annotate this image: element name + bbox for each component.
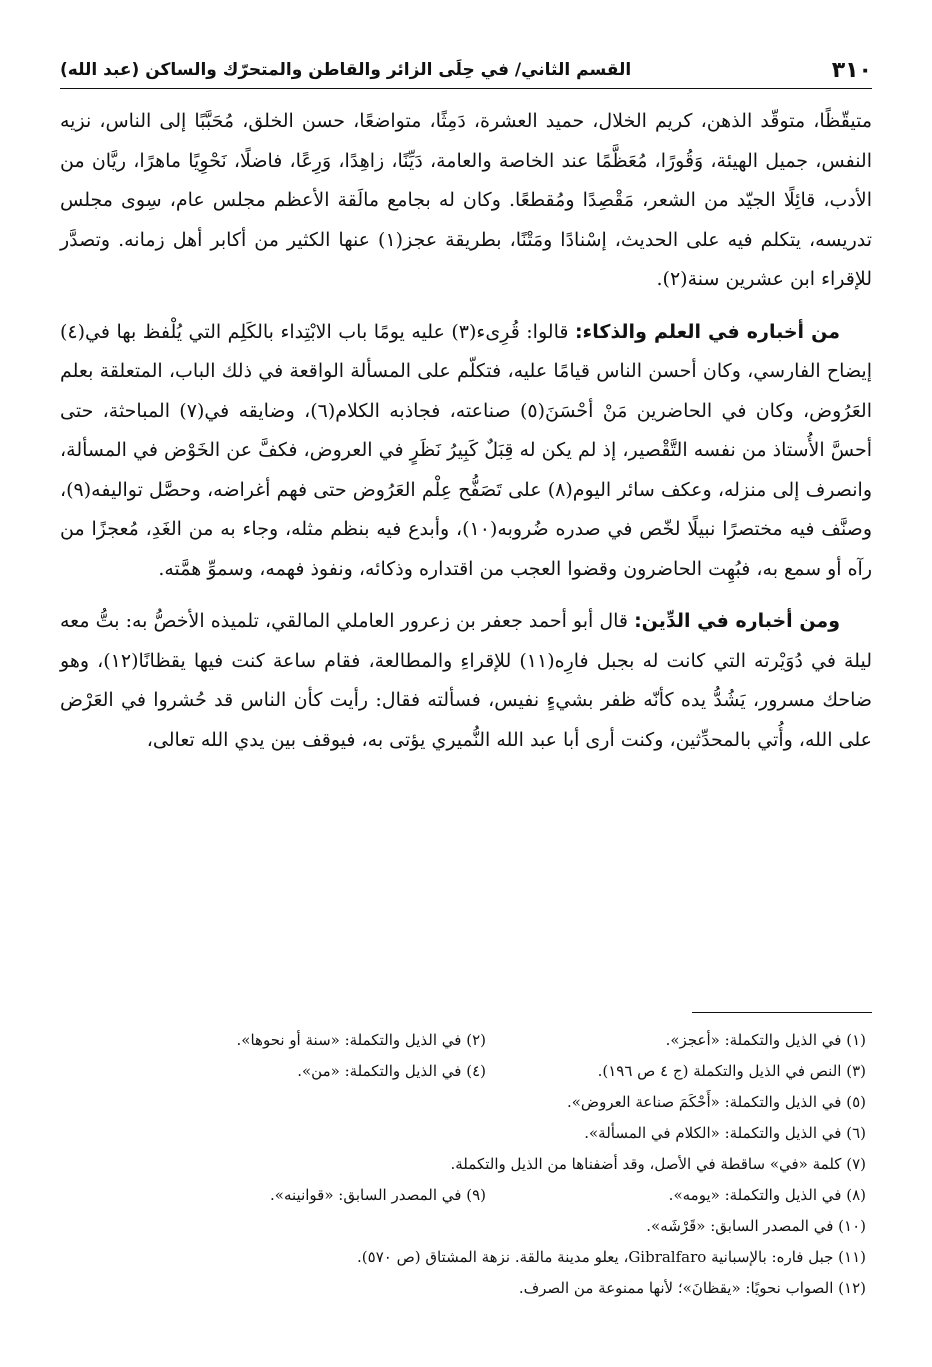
page-header bbox=[60, 52, 872, 89]
footnote-row bbox=[60, 1273, 866, 1304]
paragraph-1-text: متيقّظًا، متوقّد الذهن، كريم الخلال، حميد العشرة، دَمِثًا، متواضعًا، حسن الخلق، مُحَبَّبًا إلى الناس، نزيه النفس، جميل الهيئة، وَقُورًا، مُعَظَّمًا عند الخاصة والعامة، دَيِّنًا، زاهِدًا، وَرِعًا، فاضلًا، نَحْوِيًا ماهرًا، ريَّان من الأدب، قائِلًا الجيّد من الشعر، مَقْصِدًا ومُقطعًا. وكان له بجامع مالَقة الأعظم مجلس عام، سِوى مجلس تدريسه، يتكلم فيه على الحديث، إسْنادًا ومَتْنًا، بطريقة عجز(١) عنها الكثير من أكابر أهل زمانه. وتصدَّر للإقراء ابن عشرين سنة(٢). bbox=[60, 110, 873, 290]
footnote-8: (٨) في الذيل والتكملة: «يومه». bbox=[668, 1186, 866, 1204]
footnote-separator bbox=[692, 1012, 872, 1013]
running-head: القسم الثاني/ في حِلَى الزائر والقاطن والمتحرّك والساكن (عبد الله) bbox=[60, 60, 632, 80]
footnote-row bbox=[60, 1180, 866, 1211]
body-text bbox=[60, 102, 872, 760]
footnotes bbox=[60, 1025, 866, 1304]
footnote-6: (٦) في الذيل والتكملة: «الكلام في المسألة». bbox=[584, 1124, 866, 1142]
paragraph-2 bbox=[60, 313, 872, 590]
footnote-2: (٢) في الذيل والتكملة: «سنة أو نحوها». bbox=[236, 1031, 486, 1049]
footnote-7: (٧) كلمة «في» ساقطة في الأصل، وقد أضفناها من الذيل والتكملة. bbox=[450, 1155, 866, 1173]
paragraph-1 bbox=[60, 102, 872, 300]
paragraph-3-heading: ومن أخباره في الدِّين: bbox=[634, 610, 840, 632]
footnote-3: (٣) النص في الذيل والتكملة (ج ٤ ص ١٩٦). bbox=[597, 1062, 866, 1080]
footnote-12: (١٢) الصواب نحويًا: «يقظانَ»؛ لأنها ممنوعة من الصرف. bbox=[518, 1279, 866, 1297]
paragraph-2-heading: من أخباره في العلم والذكاء: bbox=[574, 320, 840, 343]
footnote-10: (١٠) في المصدر السابق: «قَرْشَه». bbox=[646, 1217, 866, 1235]
footnote-4: (٤) في الذيل والتكملة: «من». bbox=[297, 1062, 486, 1080]
footnote-row bbox=[60, 1118, 866, 1149]
paragraph-3 bbox=[60, 602, 872, 760]
footnote-1: (١) في الذيل والتكملة: «أعجز». bbox=[665, 1031, 866, 1049]
paragraph-3-text: قال أبو أحمد جعفر بن زعرور العاملي المالقي، تلميذه الأخصُّ به: بتُّ معه ليلة في دُوَيْرته التي كانت له بجبل فارِه(١١) للإقراءِ والمطالعة، فقام ساعة كنت فيها يقظانًا(١٢)، وهو ضاحك مسرور، يَشُدُّ يده كأنّه ظفر بشيءٍ نفيس، فسألته فقال: رأيت كأن الناس قد حُشروا في العَرْض على الله، وأُتي بالمحدِّثين، وكنت أرى أبا عبد الله النُّميري يؤتى به، فيوقف بين يدي الله تعالى، bbox=[60, 610, 872, 751]
footnote-row bbox=[60, 1149, 866, 1180]
footnote-9: (٩) في المصدر السابق: «قوانينه». bbox=[270, 1186, 486, 1204]
footnote-row bbox=[60, 1056, 866, 1087]
footnote-5: (٥) في الذيل والتكملة: «أَحْكَمَ صناعة العروض». bbox=[566, 1093, 866, 1111]
footnote-row bbox=[60, 1025, 866, 1056]
paragraph-2-text: قالوا: قُرِىء(٣) عليه يومًا باب الابْتِداء بالكَلِم التي يُلْفظ بها في(٤) إيضاح الفارسي، وكان أحسن الناس قيامًا عليه، فتكلّم على المسألة الواقعة في ذلك الباب، المتعلقة بعلم العَرُوض، وكان في الحاضرين مَنْ أحْسَنَ(٥) صناعته، فجاذبه الكلام(٦)، وضايقه في(٧) المباحثة، حتى أحسَّ الأُستاذ من نفسه التَّقْصير، إذ لم يكن له قِبَلٌ كَبِيرُ نَظَرٍ في العروض، فكفَّ عن الخَوْض في المسألة، وانصرف إلى منزله، وعكف سائر اليوم(٨) على تَصَفُّح عِلْم العَرُوض حتى فهم أغراضه، وحصَّل تواليفه(٩)، وصنَّف فيه مختصرًا نبيلًا لخّص في صدره ضُروبه(١٠)، وأبدع فيه بنظم مثله، وجاء به من الغَدِ، مُعجزًا من رآه أو سمع به، فبُهِت الحاضرون وقضوا العجب من اقتداره وذكائه، ونفوذ فهمه، وسموِّ همَّته. bbox=[60, 320, 872, 580]
footnote-row bbox=[60, 1087, 866, 1118]
footnote-row bbox=[60, 1242, 866, 1273]
footnote-row bbox=[60, 1211, 866, 1242]
page-number: ٣١٠ bbox=[831, 57, 872, 83]
footnote-11: (١١) جبل فاره: بالإسبانية Gibralfaro، يعلو مدينة مالقة. نزهة المشتاق (ص ٥٧٠). bbox=[357, 1248, 866, 1266]
